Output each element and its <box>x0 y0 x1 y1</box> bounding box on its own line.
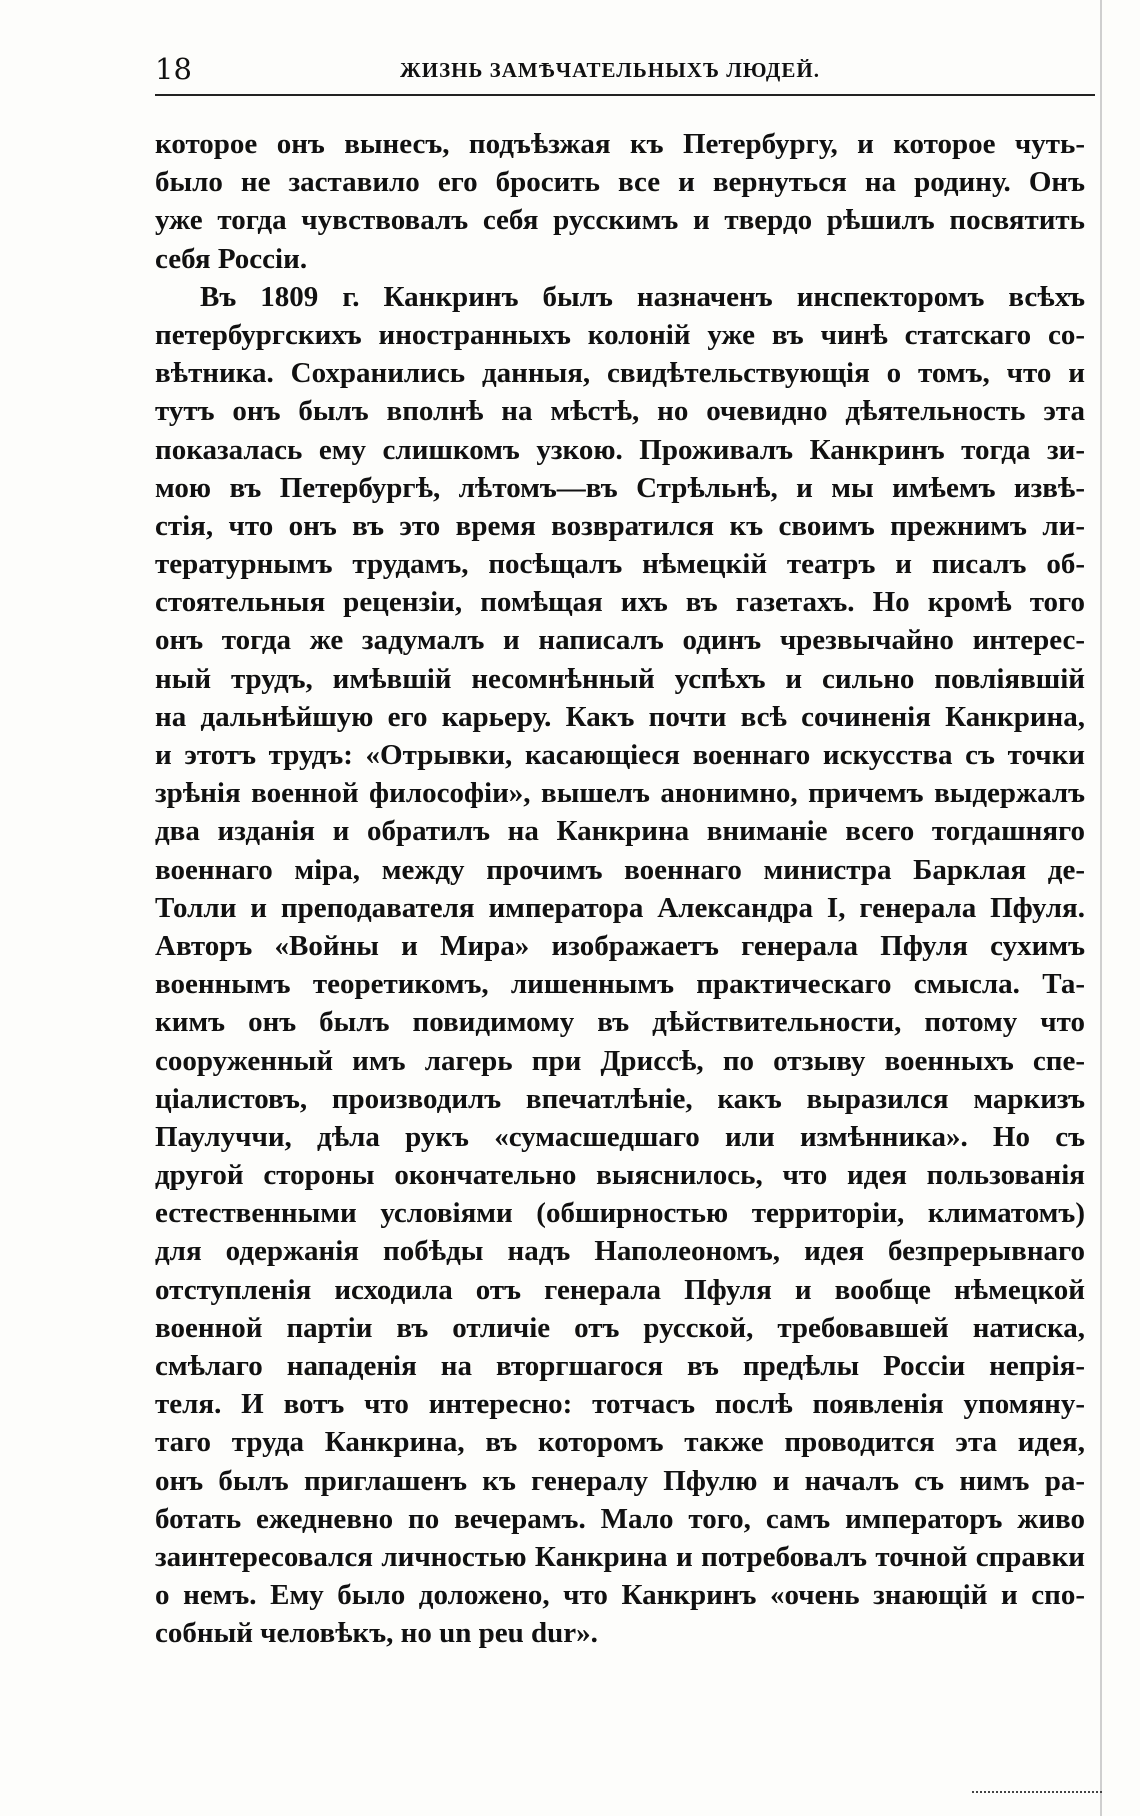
text-line: тературнымъ трудамъ, посѣщалъ нѣмецкій театръ и писалъ об- <box>155 548 1085 581</box>
text-line: мою въ Петербургѣ, лѣтомъ—въ Стрѣльнѣ, и мы имѣемъ извѣ- <box>155 471 1085 504</box>
page-edge <box>1100 0 1102 1816</box>
header-rule <box>155 94 1095 96</box>
text-line: Въ 1809 г. Канкринъ былъ назначенъ инспекторомъ всѣхъ <box>200 280 1085 313</box>
text-line: стія, что онъ въ это время возвратился къ своимъ прежнимъ ли- <box>155 509 1085 542</box>
text-line: сооруженный имъ лагерь при Дриссѣ, по отзыву военныхъ спе- <box>155 1044 1085 1077</box>
text-line: Паулуччи, дѣла рукъ «сумасшедшаго или измѣнника». Но съ <box>155 1120 1085 1153</box>
text-line: петербургскихъ иностранныхъ колоній уже въ чинѣ статскаго со- <box>155 318 1085 351</box>
text-line: уже тогда чувствовалъ себя русскимъ и твердо рѣшилъ посвятить <box>155 204 1085 237</box>
text-line: Авторъ «Войны и Мира» изображаетъ генерала Пфуля сухимъ <box>155 929 1085 962</box>
text-line: таго труда Канкрина, въ которомъ также проводится эта идея, <box>155 1426 1085 1459</box>
text-line: себя Россіи. <box>155 242 308 275</box>
text-line: отступленія исходила отъ генерала Пфуля и вообще нѣмецкой <box>155 1273 1085 1306</box>
text-line: кимъ онъ былъ повидимому въ дѣйствительности, потому что <box>155 1006 1085 1039</box>
text-line: заинтересовался личностью Канкрина и потребовалъ точной справки <box>155 1540 1085 1573</box>
text-line: другой стороны окончательно выяснилось, что идея пользованія <box>155 1159 1085 1192</box>
text-line: ный трудъ, имѣвшій несомнѣнный успѣхъ и сильно повліявшій <box>155 662 1085 695</box>
body-text <box>155 125 1085 1653</box>
page-header <box>155 48 1095 94</box>
text-line: ціалистовъ, производилъ впечатлѣніе, какъ выразился маркизъ <box>155 1082 1085 1115</box>
text-line: смѣлаго нападенія на вторгшагося въ предѣлы Россіи непрія- <box>155 1350 1085 1382</box>
text-line: теля. И вотъ что интересно: тотчасъ послѣ появленія упомяну- <box>155 1388 1085 1421</box>
text-line: на дальнѣйшую его карьеру. Какъ почти всѣ сочиненія Канкрина, <box>155 700 1085 733</box>
text-line: естественными условіями (обширностью территоріи, климатомъ) <box>155 1197 1085 1230</box>
text-line: и этотъ трудъ: «Отрывки, касающіеся военнаго искусства съ точки <box>155 739 1085 771</box>
text-line: показалась ему слишкомъ узкою. Проживалъ Канкринъ тогда зи- <box>155 433 1085 466</box>
text-line: стоятельныя рецензіи, помѣщая ихъ въ газетахъ. Но кромѣ того <box>155 586 1085 619</box>
printer-mark <box>972 1785 1102 1793</box>
text-line: было не заставило его бросить все и вернуться на родину. Онъ <box>155 166 1085 199</box>
text-line: военной партіи въ отличіе отъ русской, требовавшей натиска, <box>155 1311 1085 1344</box>
text-line: собный человѣкъ, но un peu dur». <box>155 1617 598 1650</box>
text-line: военнымъ теоретикомъ, лишеннымъ практическаго смысла. Та- <box>155 968 1085 1001</box>
text-line: зрѣнія военной философіи», вышелъ анонимно, причемъ выдержалъ <box>155 777 1085 810</box>
text-line: вѣтника. Сохранились данныя, свидѣтельствующія о томъ, что и <box>155 357 1085 390</box>
text-line: о немъ. Ему было доложено, что Канкринъ «очень знающій и спо- <box>155 1579 1085 1612</box>
text-line: для одержанія побѣды надъ Наполеономъ, идея безпрерывнаго <box>155 1235 1085 1268</box>
text-line: которое онъ вынесъ, подъѣзжая къ Петербургу, и которое чуть- <box>155 128 1085 160</box>
text-line: Толли и преподавателя императора Александра I, генерала Пфуля. <box>155 891 1085 924</box>
running-title: ЖИЗНЬ ЗАМѢЧАТЕЛЬНЫХЪ ЛЮДЕЙ. <box>400 58 820 82</box>
page-number: 18 <box>155 52 192 86</box>
text-line: два изданія и обратилъ на Канкрина вниманіе всего тогдашняго <box>155 815 1085 848</box>
text-line: тутъ онъ былъ вполнѣ на мѣстѣ, но очевидно дѣятельность эта <box>155 395 1085 428</box>
text-line: онъ былъ приглашенъ къ генералу Пфулю и началъ съ нимъ ра- <box>155 1464 1085 1497</box>
text-line: онъ тогда же задумалъ и написалъ одинъ чрезвычайно интерес- <box>155 624 1085 657</box>
text-line: ботать ежедневно по вечерамъ. Мало того, самъ императоръ живо <box>155 1502 1085 1535</box>
text-line: военнаго міра, между прочимъ военнаго министра Барклая де- <box>155 853 1085 886</box>
